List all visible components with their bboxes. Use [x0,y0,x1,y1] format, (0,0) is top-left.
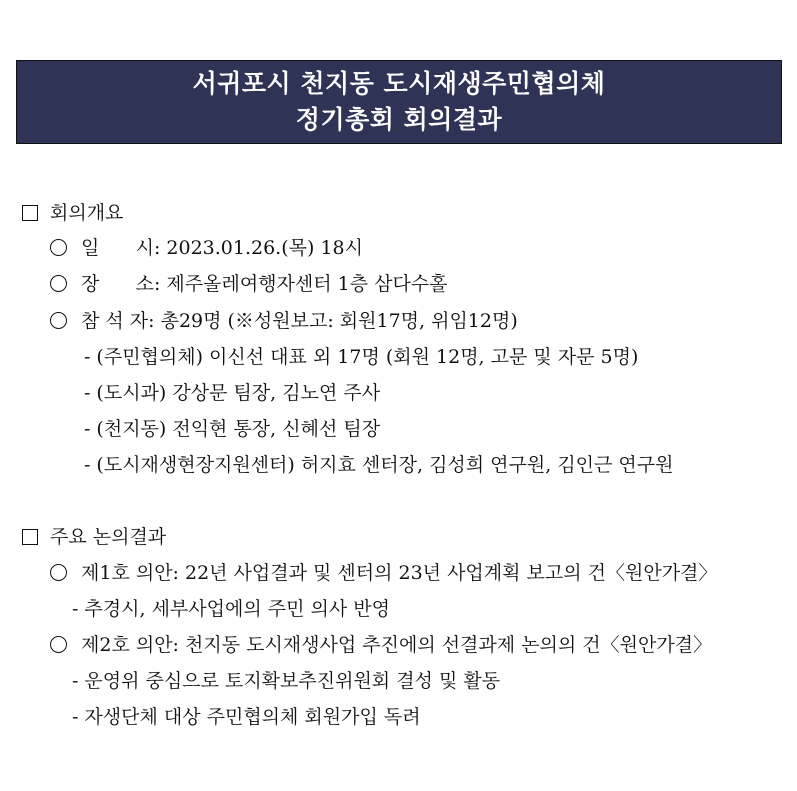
dash-bullet: - [84,382,91,404]
detail-text: 추경시, 세부사업에의 주민 의사 반영 [84,598,390,620]
dash-bullet: - [84,454,91,476]
circle-bullet-icon [50,636,67,653]
section2-heading: 주요 논의결과 [50,526,167,548]
date-label: 일 시: [81,237,161,259]
dash-bullet: - [84,346,91,368]
attendee-row [84,417,380,441]
attendee-row [84,381,380,405]
title-line-1: 서귀포시 천지동 도시재생주민협의체 [192,69,606,98]
overview-item-attendees [50,309,518,333]
attendee-text: (도시재생현장지원센터) 허지효 센터장, 김성희 연구원, 김인근 연구원 [96,454,674,476]
agenda-1-detail [72,597,390,621]
attendees-label: 참 석 자: [81,310,155,332]
checkbox-square-icon [22,529,38,545]
detail-text: 자생단체 대상 주민협의체 회원가입 독려 [84,706,421,728]
agenda-2-detail [72,705,421,729]
agenda-2-detail [72,669,500,693]
section2-heading-row [22,525,166,549]
section1-heading: 회의개요 [50,202,124,224]
dash-bullet: - [72,706,79,728]
agenda-2-text: 제2호 의안: 천지동 도시재생사업 추진에의 선결과제 논의의 건〈원안가결〉 [81,634,713,656]
dash-bullet: - [72,670,79,692]
attendee-text: (천지동) 전익현 통장, 신혜선 팀장 [96,418,381,440]
circle-bullet-icon [50,275,67,292]
dash-bullet: - [84,418,91,440]
agenda-1-text: 제1호 의안: 22년 사업결과 및 센터의 23년 사업계획 보고의 건〈원안가결〉 [81,562,718,584]
circle-bullet-icon [50,239,67,256]
dash-bullet: - [72,598,79,620]
overview-item-date [50,236,363,260]
circle-bullet-icon [50,312,67,329]
agenda-item-1 [50,561,717,585]
checkbox-square-icon [22,205,38,221]
title-banner [16,60,782,144]
attendee-text: (주민협의체) 이신선 대표 외 17명 (회원 12명, 고문 및 자문 5명) [96,346,639,368]
title-line-2: 정기총회 회의결과 [295,105,503,134]
circle-bullet-icon [50,564,67,581]
date-value: 2023.01.26.(목) 18시 [160,237,363,259]
agenda-item-2 [50,633,712,657]
place-label: 장 소: [81,273,161,295]
attendees-value: 총29명 (※성원보고: 회원17명, 위임12명) [154,310,518,332]
attendee-row [84,345,638,369]
attendee-row [84,453,673,477]
overview-item-place [50,272,448,296]
detail-text: 운영위 중심으로 토지확보추진위원회 결성 및 활동 [84,670,501,692]
attendee-text: (도시과) 강상문 팀장, 김노연 주사 [96,382,381,404]
place-value: 제주올레여행자센터 1층 삼다수홀 [160,273,448,295]
section1-heading-row [22,201,123,225]
